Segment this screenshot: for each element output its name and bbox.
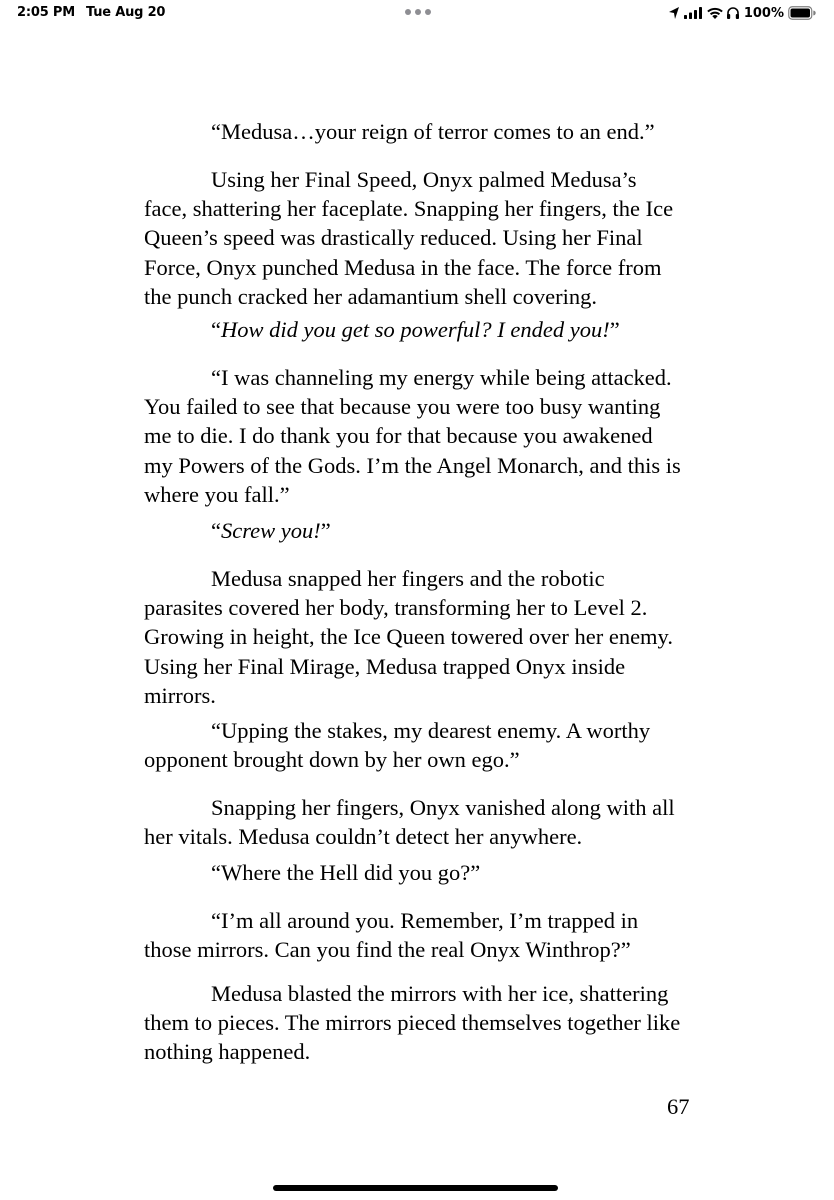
text-line: Medusa snapped her fingers and the robotic [211,566,605,591]
text-line: Using her Final Mirage, Medusa trapped Onyx inside [144,653,626,679]
text-line: “I’m all around you. Remember, I’m trapped in [211,908,639,933]
text-line: the punch cracked her adamantium shell covering. [144,283,597,309]
paragraph [144,716,704,774]
text-line: “Screw you!” [211,518,331,543]
text-line: Medusa blasted the mirrors with her ice, shattering [211,981,669,1006]
text-line: “Medusa…your reign of terror comes to an end.” [211,119,655,144]
home-indicator[interactable] [273,1185,558,1191]
status-time: 2:05 PM [17,5,75,20]
text-line: her vitals. Medusa couldn’t detect her anywhere. [144,824,583,850]
paragraph [144,363,704,509]
paragraph [144,979,704,1067]
text-line: Using her Final Speed, Onyx palmed Medusa’s [211,167,637,192]
text-line: where you fall.” [144,481,290,507]
paragraph [144,793,704,851]
paragraph [144,516,704,545]
text-line: Queen’s speed was drastically reduced. Using her Final [144,225,643,251]
status-date: Tue Aug 20 [86,5,166,20]
paragraph [144,165,704,311]
text-line: “I was channeling my energy while being attacked. [211,365,672,390]
text-line: Snapping her fingers, Onyx vanished along with all [211,795,675,820]
text-line: face, shattering her faceplate. Snapping her fingers, the Ice [144,196,674,222]
battery-percent: 100% [743,5,784,21]
text-line: Growing in height, the Ice Queen towered over her enemy. [144,624,673,650]
text-line: nothing happened. [144,1039,311,1065]
text-line: Force, Onyx punched Medusa in the face. The force from [144,254,662,280]
text-line: parasites covered her body, transforming her to Level 2. [144,595,648,621]
text-line: them to pieces. The mirrors pieced themselves together like [144,1010,681,1036]
text-line: “Where the Hell did you go?” [211,860,481,885]
text-line: me to die. I do thank you for that because you awakened [144,423,653,449]
text-line: those mirrors. Can you find the real Onyx Winthrop?” [144,937,631,963]
paragraph [144,906,704,964]
paragraph [144,564,704,710]
text-line: “How did you get so powerful? I ended you!” [211,317,620,342]
page-number: 67 [667,1094,690,1119]
text-line: my Powers of the Gods. I’m the Angel Monarch, and this is [144,452,681,478]
text-line: “Upping the stakes, my dearest enemy. A worthy [211,718,651,743]
paragraph [144,858,704,887]
paragraph [144,117,704,146]
text-line: mirrors. [144,682,216,708]
text-line: opponent brought down by her own ego.” [144,747,520,773]
paragraph [144,315,704,344]
text-line: You failed to see that because you were too busy wanting [144,394,661,420]
